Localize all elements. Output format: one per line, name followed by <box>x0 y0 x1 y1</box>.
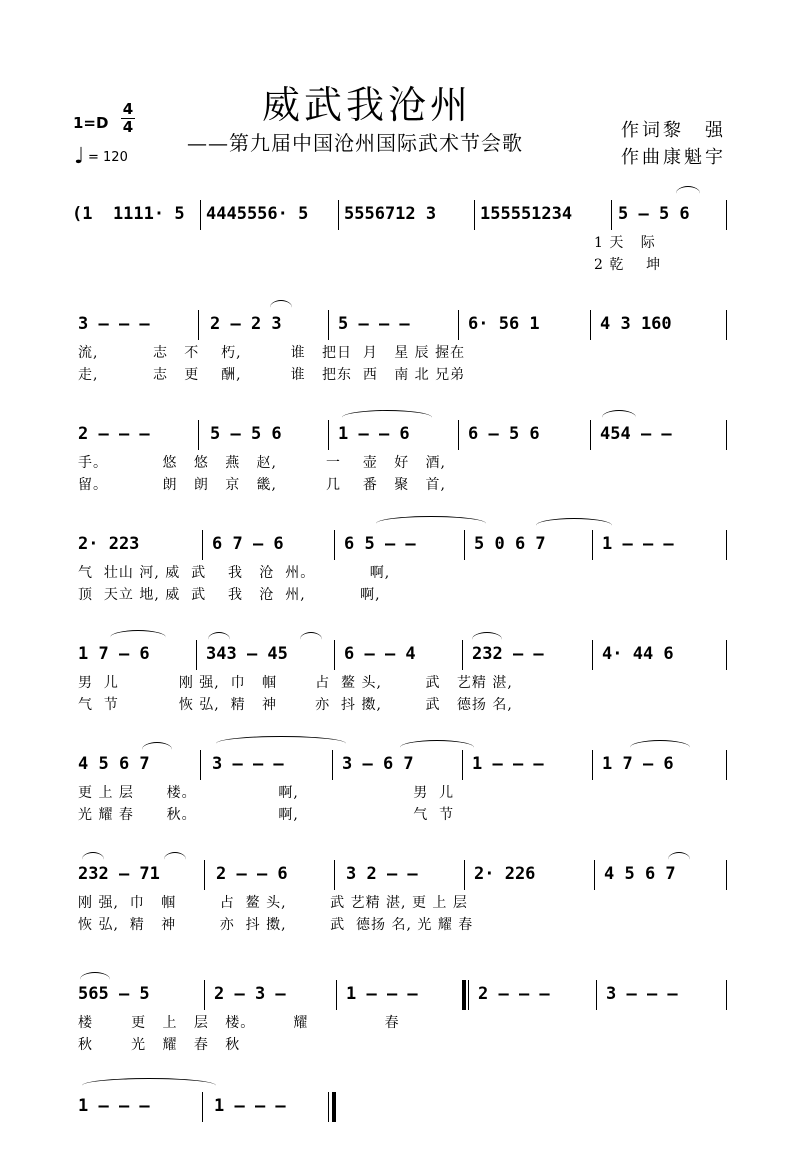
lyric-line-2: 走, 志 更 酬, 谁 把东 西 南 北 兄弟 <box>78 367 466 383</box>
measure: 5556712 3 <box>344 204 437 224</box>
lyric-line-1: 气 壮山 河, 威 武 我 沧 州。 啊, <box>78 565 391 581</box>
measure: 3 2 – – <box>346 864 418 884</box>
barline <box>468 980 469 1010</box>
barline <box>204 980 205 1010</box>
slur-mark <box>80 972 110 987</box>
barline <box>474 200 475 230</box>
measure: 5 – 5 6 <box>618 204 690 224</box>
slur-mark <box>536 518 612 533</box>
measure: 3 – – – <box>78 314 150 334</box>
measure-row <box>70 310 730 342</box>
measure: (1 1111· 5 <box>72 204 185 224</box>
slur-mark <box>164 852 186 867</box>
barline <box>592 530 593 560</box>
measure: 4445556· 5 <box>206 204 309 224</box>
slur-mark <box>208 632 230 647</box>
measure-row <box>70 1092 730 1124</box>
barline <box>726 200 727 230</box>
lyric-line-2: 秋 光 耀 春 秋 <box>78 1037 241 1053</box>
lyric-line-2: 留。 朗 朗 京 畿, 几 番 聚 首, <box>78 477 447 493</box>
barline <box>594 860 595 890</box>
measure: 454 – – <box>600 424 672 444</box>
barline <box>334 640 335 670</box>
measure-row <box>70 750 730 782</box>
measure: 4 5 6 7 <box>604 864 676 884</box>
measure: 1 – – – <box>602 534 674 554</box>
measure: 5 0 6 7 <box>474 534 546 554</box>
barline <box>334 860 335 890</box>
measure: 1 – – 6 <box>338 424 410 444</box>
score-system-3 <box>70 420 730 496</box>
barline <box>726 420 727 450</box>
quarter-note-icon: ♩ <box>74 144 85 169</box>
slur-mark <box>602 410 636 425</box>
score-system-9 <box>70 1092 730 1124</box>
measure: 6 – 5 6 <box>468 424 540 444</box>
measure: 2· 223 <box>78 534 140 554</box>
lyric-line-1: 刚 强, 巾 帼 占 鳌 头, 武 艺精 湛, 更 上 层 <box>78 895 468 911</box>
score-system-4 <box>70 530 730 606</box>
lyric-line-2: 恢 弘, 精 神 亦 抖 擞, 武 德扬 名, 光 耀 春 <box>78 917 474 933</box>
barline <box>196 640 197 670</box>
measure: 1 7 – 6 <box>602 754 674 774</box>
measure-row <box>70 980 730 1012</box>
lyric-line-1: 男 儿 刚 强, 巾 帼 占 鳌 头, 武 艺精 湛, <box>78 675 513 691</box>
barline <box>332 750 333 780</box>
barline <box>202 1092 203 1122</box>
slur-mark <box>216 736 346 751</box>
barline <box>611 200 612 230</box>
score-system-8 <box>70 980 730 1056</box>
barline <box>726 530 727 560</box>
measure: 5 – – – <box>338 314 410 334</box>
slur-mark <box>472 632 502 647</box>
barline <box>200 200 201 230</box>
barline <box>458 310 459 340</box>
measure: 232 – – <box>472 644 544 664</box>
tempo-value: = 120 <box>88 150 128 165</box>
slur-mark <box>668 852 690 867</box>
measure-row <box>70 200 730 232</box>
measure: 5 – 5 6 <box>210 424 282 444</box>
measure: 6 – – 4 <box>344 644 416 664</box>
score-system-2 <box>70 310 730 386</box>
score-system-7 <box>70 860 730 936</box>
final-barline <box>332 1092 336 1122</box>
measure-row <box>70 530 730 562</box>
barline <box>204 860 205 890</box>
barline <box>336 980 337 1010</box>
slur-mark <box>300 632 322 647</box>
measure-row <box>70 640 730 672</box>
measure: 2· 226 <box>474 864 536 884</box>
lyricist-credit: 作词黎 强 <box>621 120 726 141</box>
lyric-line-1: 流, 志 不 朽, 谁 把日 月 星 辰 握在 <box>78 345 466 361</box>
measure: 6· 56 1 <box>468 314 540 334</box>
lyric-line-2: 气 节 恢 弘, 精 神 亦 抖 擞, 武 德扬 名, <box>78 697 513 713</box>
measure: 232 – 71 <box>78 864 160 884</box>
measure: 1 – – – <box>472 754 544 774</box>
key-signature: 1=D <box>73 114 109 132</box>
lyric-line-1: 楼 更 上 层 楼。 耀 春 <box>78 1015 400 1031</box>
barline <box>464 530 465 560</box>
lyric-line-2: 2 乾 坤 <box>594 257 662 273</box>
measure: 2 – 3 – <box>214 984 286 1004</box>
barline <box>462 640 463 670</box>
barline <box>328 420 329 450</box>
measure: 6 5 – – <box>344 534 416 554</box>
slur-mark <box>630 740 690 755</box>
slur-mark <box>142 742 172 757</box>
barline <box>458 420 459 450</box>
barline <box>726 310 727 340</box>
measure: 3 – 6 7 <box>342 754 414 774</box>
slur-mark <box>676 186 700 201</box>
slur-mark <box>400 740 474 755</box>
slur-mark <box>376 516 486 531</box>
barline <box>596 980 597 1010</box>
measure: 4 3 160 <box>600 314 672 334</box>
measure: 3 – – – <box>212 754 284 774</box>
barline <box>200 750 201 780</box>
slur-mark <box>342 410 432 425</box>
time-signature-bottom: 4 <box>122 118 134 136</box>
barline <box>592 750 593 780</box>
measure: 4· 44 6 <box>602 644 674 664</box>
score-system-1 <box>70 200 730 276</box>
slur-mark <box>110 630 166 645</box>
measure: 1 7 – 6 <box>78 644 150 664</box>
repeat-barline <box>462 980 466 1010</box>
measure: 4 5 6 7 <box>78 754 150 774</box>
lyric-line-1: 更 上 层 楼。 啊, 男 儿 <box>78 785 455 801</box>
measure: 2 – – – <box>478 984 550 1004</box>
lyric-line-2: 光 耀 春 秋。 啊, 气 节 <box>78 807 455 823</box>
song-subtitle: ——第九届中国沧州国际武术节会歌 <box>187 131 523 155</box>
time-signature <box>121 101 135 136</box>
lyric-line-2: 顶 天立 地, 威 武 我 沧 州, 啊, <box>78 587 381 603</box>
measure-row <box>70 860 730 892</box>
barline <box>590 420 591 450</box>
measure: 565 – 5 <box>78 984 150 1004</box>
lyric-line-1: 1 天 际 <box>594 235 656 251</box>
time-signature-top: 4 <box>122 100 134 118</box>
measure: 3 – – – <box>606 984 678 1004</box>
measure: 2 – – 6 <box>216 864 288 884</box>
score-system-6 <box>70 750 730 826</box>
slur-mark <box>82 1078 216 1093</box>
barline <box>328 1092 329 1122</box>
measure: 1 – – – <box>346 984 418 1004</box>
measure: 343 – 45 <box>206 644 288 664</box>
barline <box>592 640 593 670</box>
composer-credit: 作曲康魁宇 <box>621 147 726 168</box>
slur-mark <box>270 300 292 315</box>
measure: 6 7 – 6 <box>212 534 284 554</box>
barline <box>202 530 203 560</box>
barline <box>726 640 727 670</box>
measure: 1 – – – <box>214 1096 286 1116</box>
barline <box>464 860 465 890</box>
barline <box>328 310 329 340</box>
barline <box>198 420 199 450</box>
measure: 2 – – – <box>78 424 150 444</box>
measure: 2 – 2 3 <box>210 314 282 334</box>
barline <box>726 980 727 1010</box>
score-system-5 <box>70 640 730 716</box>
slur-mark <box>82 852 104 867</box>
song-title: 威武我沧州 <box>262 83 473 127</box>
barline <box>726 750 727 780</box>
barline <box>338 200 339 230</box>
lyric-line-1: 手。 悠 悠 燕 赵, 一 壶 好 酒, <box>78 455 447 471</box>
measure: 1 – – – <box>78 1096 150 1116</box>
barline <box>590 310 591 340</box>
barline <box>198 310 199 340</box>
measure: 155551234 <box>480 204 573 224</box>
barline <box>726 860 727 890</box>
measure-row <box>70 420 730 452</box>
barline <box>334 530 335 560</box>
